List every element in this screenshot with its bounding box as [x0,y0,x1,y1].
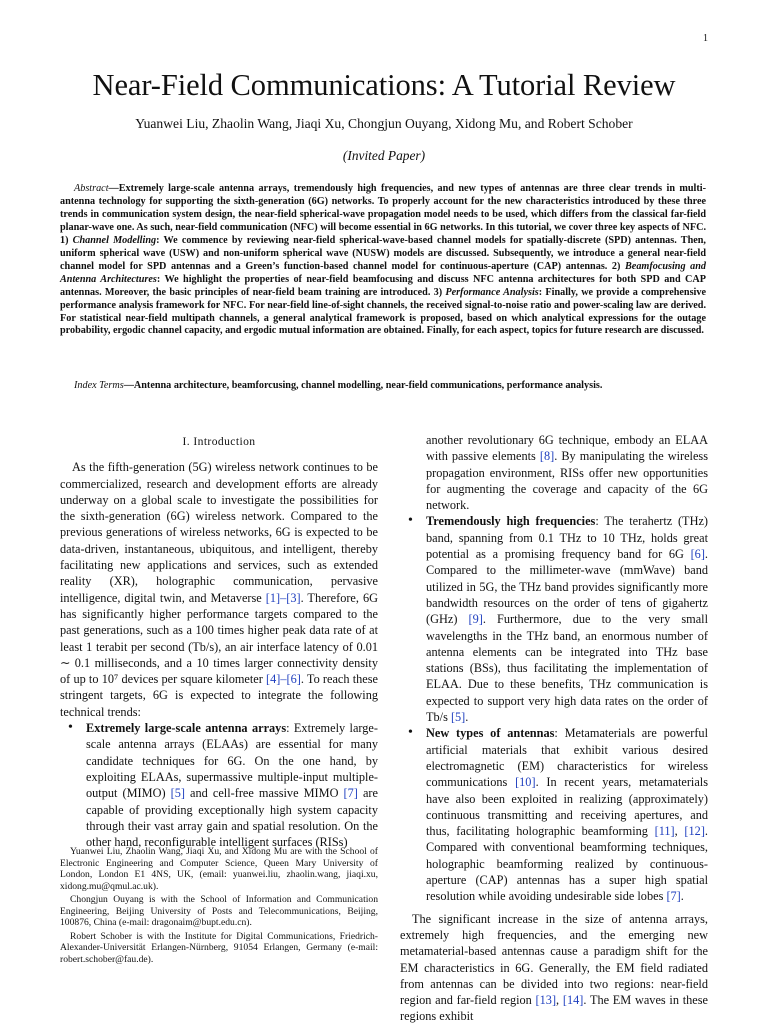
index-terms-label: Index Terms [74,380,124,391]
citation-link[interactable]: [10] [515,775,536,790]
paper-title: Near-Field Communications: A Tutorial Review [92,68,676,102]
bullet-text: . Compared to the millimeter-wave (mmWave) band utilized in 5G, the THz band provides significantly more bandwidth resources on the order of tens of gigahertz (GHz) [426,547,708,627]
page-number: 1 [703,33,708,44]
index-terms-text: —Antenna architecture, beamforcusing, channel modelling, near-field communications, performance analysis. [123,380,603,391]
bullet-dot: • [408,513,413,529]
bullet-dot: • [68,720,73,736]
citation-link[interactable]: [1]–[3] [265,590,301,605]
bullet-text: . In recent years, metamaterials have also been exploited in realizing (approximately) continuous transmitting and receiving apertures, and thus, facilitating holographic beamforming [426,775,708,839]
bullet-text: : The terahertz (THz) band, spanning from 0.1 THz to 10 THz, holds great potential as a promising frequency band for 6G [426,514,708,562]
abstract-aspect-beamfocusing: Beamfocusing and Antenna Architectures [60,260,707,285]
paper-type-note: (Invited Paper) [342,148,426,163]
citation-link[interactable]: [8] [539,449,555,464]
citation-link[interactable]: [12] [684,824,705,839]
citation-link[interactable]: [7] [343,786,358,801]
abstract-label: Abstract [74,183,109,194]
abstract-text-2: : We commence by reviewing near-field spherical-wave-based channel models for spatially-discrete (SPD) antennas. Then, uniform spherical wave (USW) and non-uniform spherical wave (NUSW) models are discussed. Subsequently, we introduce a general near-field channel model for SPD antennas and a Green’s function-based channel model for continuous-aperture (CAP) antennas. 2) [60,234,706,272]
bullet-lead-elaa: Extremely large-scale antenna arrays [86,721,287,736]
bullet-text: . [465,710,469,725]
right-column [400,432,708,1025]
abstract-aspect-performance-analysis: Performance Analysis [445,286,539,298]
bullet-text: . Compared with conventional beamforming techniques, holographic beamforming realized by continuous-aperture (CAP) antennas has a super high spatial resolution while avoiding undesirable side lobes [426,824,708,904]
footnote-fau: Robert Schober is with the Institute for Digital Communications, Friedrich-Alexander-Universität Erlangen-Nürnberg, 91054 Erlangen, Germany (e-mail: robert.schober@fau.de). [60,930,378,965]
intro-paragraph [60,459,378,720]
bullet-lead-thz: Tremendously high frequencies [426,514,596,529]
intro-text-b: . Therefore, 6G has significantly higher performance targets compared to the past generations, such as a 100 times higher peak data rate of at least 1 terabit per second (Tb/s), an air interface latency of 0.01 ∼ 0.1 milliseconds, and a 10 times larger connectivity density of up to 10⁷ devices per square kilometer [60,590,378,687]
citation-link[interactable]: [13] [535,993,557,1008]
abstract [60,183,706,338]
bullet-text: another revolutionary 6G technique, embody an ELAA with passive elements [426,433,708,464]
closing-paragraph [400,911,708,1025]
bullet-text: are capable of providing exceptionally high system capacity through their vast array gain and spatial resolution. On the other hand, reconfigurable intelligent surfaces (RISs) [86,786,378,850]
citation-link[interactable]: [5] [450,710,466,725]
footnote-bupt: Chongjun Ouyang is with the School of Information and Communication Engineering, Beijing University of Posts and Telecommunications, Beijing, 100876, China (e-mail: dragonaim@bupt.edu.cn). [60,894,378,929]
left-column [60,434,378,850]
abstract-text-4: : Finally, we provide a comprehensive performance analysis framework for NFC. For near-field line-of-sight channels, the received signal-to-noise ratio and power-scaling law are derived. For statistical near-field multipath channels, a general analytical framework is proposed, based on which analytical expressions for the outage probability, ergodic channel capacity, and ergodic mutual information are obtained. Finally, for each aspect, topics for future research are discussed. [60,286,706,337]
abstract-aspect-channel-modelling: Channel Modelling [72,234,157,246]
abstract-text-3: : We highlight the properties of near-field beamfocusing and discuss NFC antenna architectures for both SPD and CAP antennas. Moreover, the basic principles of near-field beam training are introduced. 3) [60,273,706,298]
citation-link[interactable]: [9] [468,612,483,627]
bullet-text: : Extremely large-scale antenna arrays (ELAAs) are essential for many candidate techniques for 6G. On the one hand, by exploiting ELAAs, supermassive multiple-input multiple-output (MIMO) [86,721,378,801]
bullet-text: . [680,889,684,904]
affiliation-footnotes [60,846,378,967]
citation-link[interactable]: [14] [562,993,584,1008]
abstract-text-1: —Extremely large-scale antenna arrays, tremendously high frequencies, and new types of antennas are three clear trends in multi-antenna technology for supporting the sixth-generation (6G) networks. To properly account for the new characteristics introduced by these three trends in communication system design, the near-field spherical-wave propagation model needs to be used, which differs from the classical far-field planar-wave one. As such, near-field communication (NFC) will become essential in 6G networks. In this tutorial, we cover three key aspects of NFC. 1) [60,183,706,246]
author-list: Yuanwei Liu, Zhaolin Wang, Jiaqi Xu, Chongjun Ouyang, Xidong Mu, and Robert Schober [135,116,633,131]
bullet-lead-new-antennas: New types of antennas [426,726,555,741]
bullet-text: . Furthermore, due to the very small wavelengths in the THz band, an enormous number of antenna elements can be integrated into THz base stations (BSs), thus facilitating the implementation of ELAA. Due to these benefits, THz communication is expected to support very high data rates on the order of Tb/s [426,612,708,725]
citation-link[interactable]: [5] [170,786,185,801]
closing-text-a: The significant increase in the size of antenna arrays, extremely high frequencies, and the emerging new metamaterial-based antennas cause a paradigm shift for the EM characteristics in 6G. Generally, the EM field radiated from antennas can be divided into two regions: near-field region and far-field region [400,911,708,1008]
bullet-elaa [60,720,378,850]
footnote-qmul: Yuanwei Liu, Zhaolin Wang, Jiaqi Xu, and Xidong Mu are with the School of Electronic Engineering and Computer Science, Queen Mary University of London, London E1 4NS, UK, (email: yuanwei.liu, zhaolin.wang, jiaqi.xu, xidong.mu@qmul.ac.uk). [60,846,378,892]
bullet-thz [400,513,708,725]
bullet-text: and cell-free massive MIMO [184,786,344,801]
bullet-text: . By manipulating the wireless propagation environment, RISs offer new opportunities for augmenting the coverage and capacity of the 6G network. [426,449,708,513]
intro-text-c: . To reach these stringent targets, 6G is expected to integrate the following technical trends: [60,672,378,719]
citation-separator: , [674,824,685,839]
citation-link[interactable]: [11] [654,824,675,839]
citation-link[interactable]: [4]–[6] [266,672,301,687]
bullet-elaa-continued [400,432,708,513]
bullet-dot: • [408,725,413,741]
section-heading-introduction: I. Introduction [182,435,256,448]
bullet-text: : Metamaterials are powerful artificial materials that exhibit various desired electromagnetic (EM) characteristics for wireless communications [426,726,708,790]
bullet-new-antennas [400,725,708,904]
index-terms [60,380,706,393]
closing-text-b: . The EM waves in these regions exhibit [400,993,708,1024]
intro-text-a: As the fifth-generation (5G) wireless network continues to be commercialized, research and development efforts are already underway on a global scale to investigate the possibilities for the sixth-generation (6G) wireless network. Compared to the previous generations of wireless networks, 6G is expected to be data-driven, instantaneous, ubiquitous, and intelligent, thereby facilitating new applications and services, such as extended reality (XR), holographic communication, pervasive intelligence, digital twin, and Metaverse [60,460,378,605]
citation-separator: , [556,993,563,1008]
citation-link[interactable]: [7] [666,889,681,904]
citation-link[interactable]: [6] [690,547,705,562]
